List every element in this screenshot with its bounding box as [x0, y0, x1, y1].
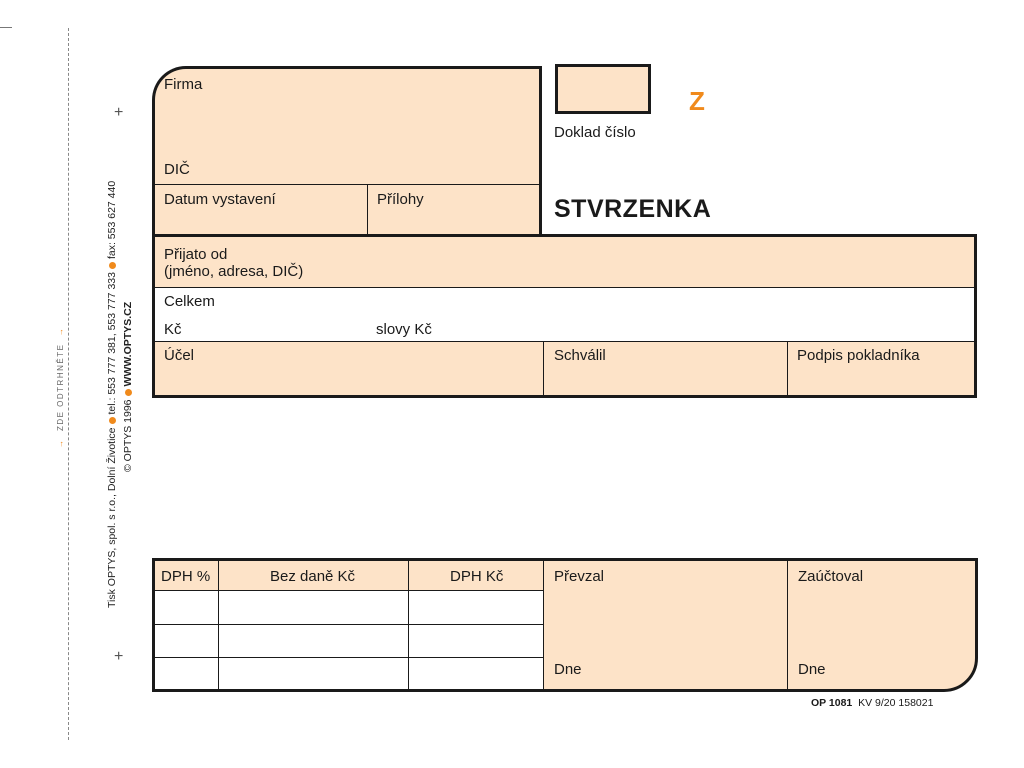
- vat-header-divider: [155, 590, 543, 591]
- vat-table-body: [155, 591, 543, 689]
- prevzal-label: Převzal: [554, 568, 605, 585]
- divider-ucel-schvalil: [543, 341, 544, 395]
- vat-col-divider-2: [408, 561, 409, 689]
- series-letter: Z: [689, 86, 705, 116]
- vat-col-divider-3: [543, 561, 544, 689]
- prijato-label-line1: Přijato od: [164, 246, 228, 263]
- divider-dic: [155, 184, 539, 185]
- printer-info: Tisk OPTYS, spol. s r.o., Dolní Životicetel.: 553 777 381, 553 777 333fax: 553 627 440: [106, 180, 118, 608]
- schvalil-label: Schválil: [554, 347, 606, 364]
- dic-label: DIČ: [164, 161, 190, 178]
- vat-header-dph-pct: DPH %: [161, 568, 211, 585]
- perforation-line: [68, 28, 69, 740]
- form-code: OP 1081 KV 9/20 158021: [811, 697, 934, 709]
- ucel-label: Účel: [164, 347, 195, 364]
- prevzal-dne-label: Dne: [554, 661, 582, 678]
- celkem-label: Celkem: [164, 293, 215, 310]
- divider-prijato: [155, 287, 974, 288]
- corner-mark: [0, 27, 12, 28]
- celkem-band: [155, 288, 974, 341]
- copyright-info: © OPTYS 1996WWW.OPTYS.CZ: [122, 301, 134, 472]
- prijato-label-line2: (jméno, adresa, DIČ): [164, 263, 304, 280]
- crosshair-bottom: +: [114, 648, 124, 665]
- cut-here-text: → ZDE ODTRHNĚTE →: [56, 326, 65, 448]
- prilohy-label: Přílohy: [377, 191, 424, 208]
- doc-number-box[interactable]: [555, 64, 651, 114]
- vat-row-divider-2: [155, 657, 543, 658]
- form-title: STVRZENKA: [554, 195, 712, 223]
- divider-celkem: [155, 341, 974, 342]
- datum-label: Datum vystavení: [164, 191, 276, 208]
- firma-label: Firma: [164, 76, 203, 93]
- crosshair-top: +: [114, 104, 124, 121]
- vat-header-dph-kc: DPH Kč: [450, 568, 504, 585]
- slovy-label: slovy Kč: [376, 321, 432, 338]
- divider-schvalil-podpis: [787, 341, 788, 395]
- divider-datum-prilohy: [367, 184, 368, 235]
- vat-col-divider-1: [218, 561, 219, 689]
- vat-col-divider-4: [787, 561, 788, 689]
- zauctoval-label: Zaúčtoval: [798, 568, 864, 585]
- doc-number-label: Doklad číslo: [554, 124, 636, 141]
- vat-header-bez-dane: Bez daně Kč: [270, 568, 356, 585]
- podpis-label: Podpis pokladníka: [797, 347, 920, 364]
- vat-row-divider-1: [155, 624, 543, 625]
- kc-label: Kč: [164, 321, 182, 338]
- firma-block: [152, 66, 542, 237]
- zauctoval-dne-label: Dne: [798, 661, 826, 678]
